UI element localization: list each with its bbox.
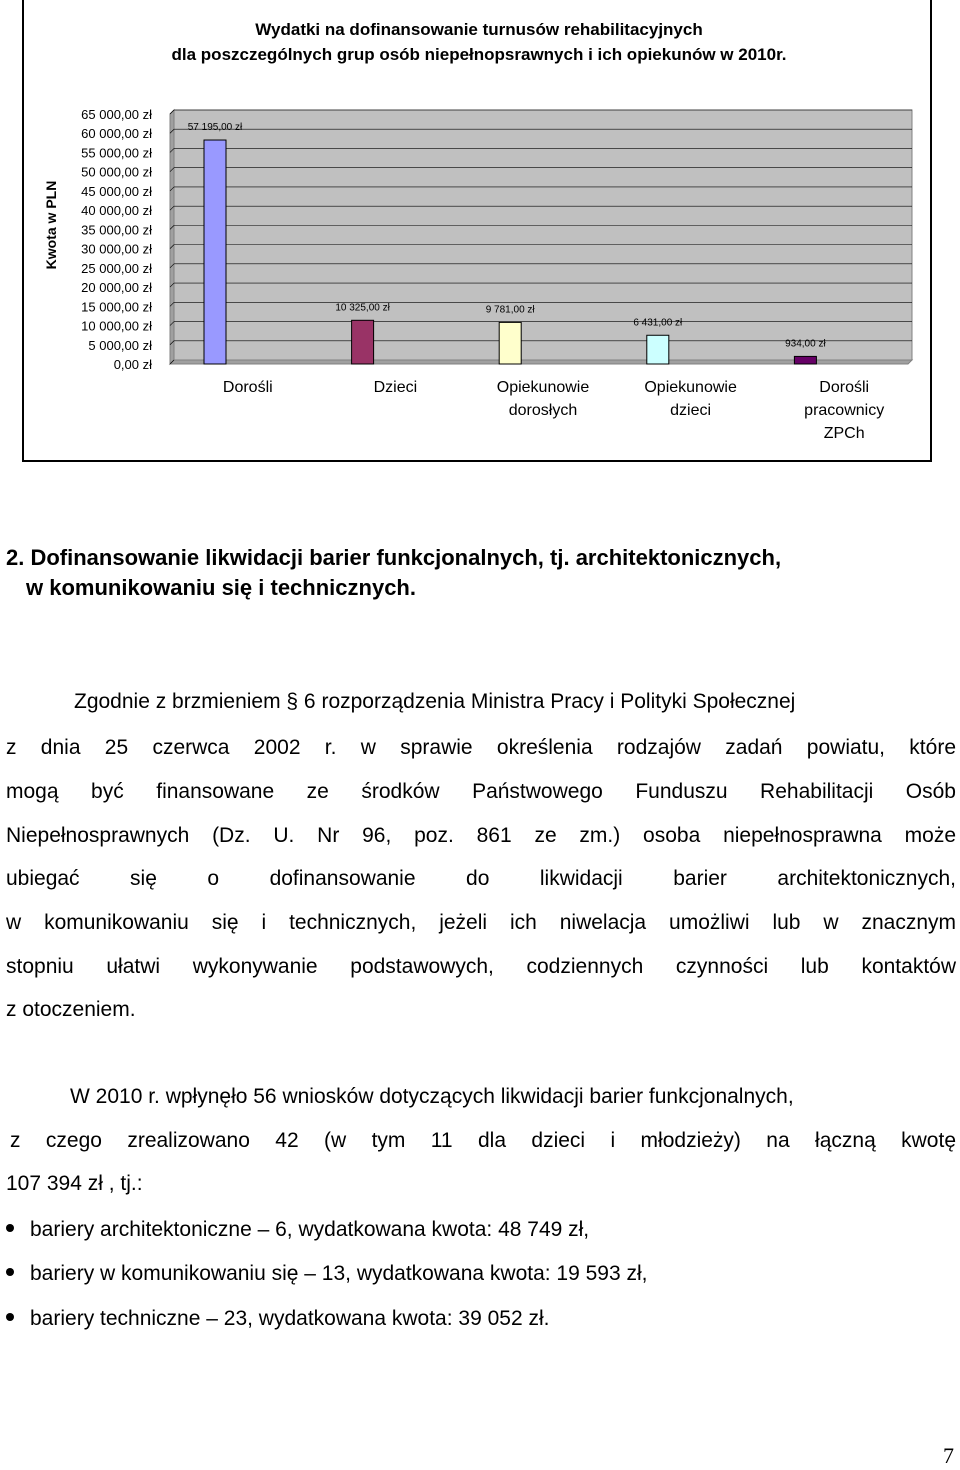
y-tick-label: 0,00 zł: [113, 357, 152, 372]
y-tick-label: 60 000,00 zł: [81, 126, 152, 142]
plot-area: [174, 110, 912, 360]
y-tick-label: 65 000,00 zł: [81, 107, 152, 122]
y-tick-label: 5 000,00 zł: [88, 337, 152, 353]
x-category-label: dorosłych: [508, 402, 578, 419]
x-category-label: pracownicy: [804, 402, 885, 419]
bar: [499, 322, 521, 364]
y-tick-label: 40 000,00 zł: [81, 203, 152, 219]
paragraph-1-line: ubiegać się o dofinansowanie do likwidacji barier architektonicznych,: [6, 867, 956, 890]
bar: [794, 356, 816, 364]
y-tick-label: 25 000,00 zł: [81, 260, 152, 276]
paragraph-1-line: stopniu ułatwi wykonywanie podstawowych, codziennych czynności lub kontaktów: [6, 955, 956, 978]
bar: [204, 140, 226, 364]
y-tick-label: 50 000,00 zł: [81, 164, 152, 180]
chart-frame: [22, 0, 932, 462]
x-category-label: Dorośli: [819, 379, 870, 396]
paragraph-2-last-line: 107 394 zł , tj.:: [6, 1172, 143, 1195]
section-heading-line-1: 2. Dofinansowanie likwidacji barier funkcjonalnych, tj. architektonicznych,: [6, 545, 782, 570]
x-category-label: Dorośli: [222, 379, 273, 396]
bar-value-label: 6 431,00 zł: [633, 317, 683, 329]
paragraph-1-line: mogą być finansowane ze środków Państwowego Funduszu Rehabilitacji Osób: [6, 780, 956, 803]
y-tick-label: 15 000,00 zł: [81, 299, 152, 315]
paragraph-1-line: w komunikowaniu się i technicznych, jeżeli ich niwelacja umożliwi lub w znacznym: [6, 911, 956, 934]
bar-value-label: 57 195,00 zł: [187, 122, 243, 134]
paragraph-1-first-line: Zgodnie z brzmieniem § 6 rozporządzenia Ministra Pracy i Polityki Społecznej: [74, 690, 796, 713]
x-category-label: Opiekunowie: [644, 379, 737, 396]
bullet-icon: [6, 1313, 14, 1321]
bullet-item: bariery architektoniczne – 6, wydatkowana kwota: 48 749 zł,: [6, 1218, 589, 1242]
y-tick-label: 35 000,00 zł: [81, 222, 152, 238]
plot-side-wall: [170, 110, 174, 364]
paragraph-2-line: z czego zrealizowano 42 (w tym 11 dla dzieci i młodzieży) na łączną kwotę: [10, 1129, 956, 1152]
y-axis-label: Kwota w PLN: [43, 180, 59, 270]
y-tick-label: 55 000,00 zł: [81, 145, 152, 161]
y-tick-label: 30 000,00 zł: [81, 241, 152, 257]
y-tick-label: 10 000,00 zł: [81, 318, 152, 334]
bullet-item: bariery w komunikowaniu się – 13, wydatkowana kwota: 19 593 zł,: [6, 1262, 648, 1286]
paragraph-2-first-line: W 2010 r. wpłynęło 56 wniosków dotyczących likwidacji barier funkcjonalnych,: [70, 1085, 794, 1108]
bar-value-label: 9 781,00 zł: [485, 304, 535, 316]
bar: [352, 320, 374, 364]
x-category-label: dzieci: [670, 402, 712, 419]
paragraph-1-line: Niepełnosprawnych (Dz. U. Nr 96, poz. 861 ze zm.) osoba niepełnosprawna może: [6, 824, 956, 847]
page-number: 7: [943, 1443, 954, 1468]
bullet-icon: [6, 1224, 14, 1232]
paragraph-1-line: z dnia 25 czerwca 2002 r. w sprawie określenia rodzajów zadań powiatu, które: [6, 736, 956, 759]
chart-title-line-2: dla poszczególnych grup osób niepełnopsrawnych i ich opiekunów w 2010r.: [171, 45, 787, 64]
bar: [647, 335, 669, 364]
bullet-item: bariery techniczne – 23, wydatkowana kwota: 39 052 zł.: [6, 1307, 549, 1331]
y-tick-label: 45 000,00 zł: [81, 183, 152, 199]
chart-title-line-1: Wydatki na dofinansowanie turnusów rehabilitacyjnych: [255, 20, 703, 39]
y-tick-label: 20 000,00 zł: [81, 280, 152, 296]
section-heading-line-2: w komunikowaniu się i technicznych.: [26, 575, 416, 600]
x-category-label: Opiekunowie: [496, 379, 590, 396]
x-category-label: ZPCh: [823, 425, 865, 442]
paragraph-1-last-line: z otoczeniem.: [6, 998, 136, 1021]
x-category-label: Dzieci: [373, 379, 418, 396]
bar-value-label: 934,00 zł: [785, 338, 826, 350]
bar-value-label: 10 325,00 zł: [335, 302, 390, 314]
bar-chart: [24, 0, 930, 460]
bullet-icon: [6, 1268, 14, 1276]
